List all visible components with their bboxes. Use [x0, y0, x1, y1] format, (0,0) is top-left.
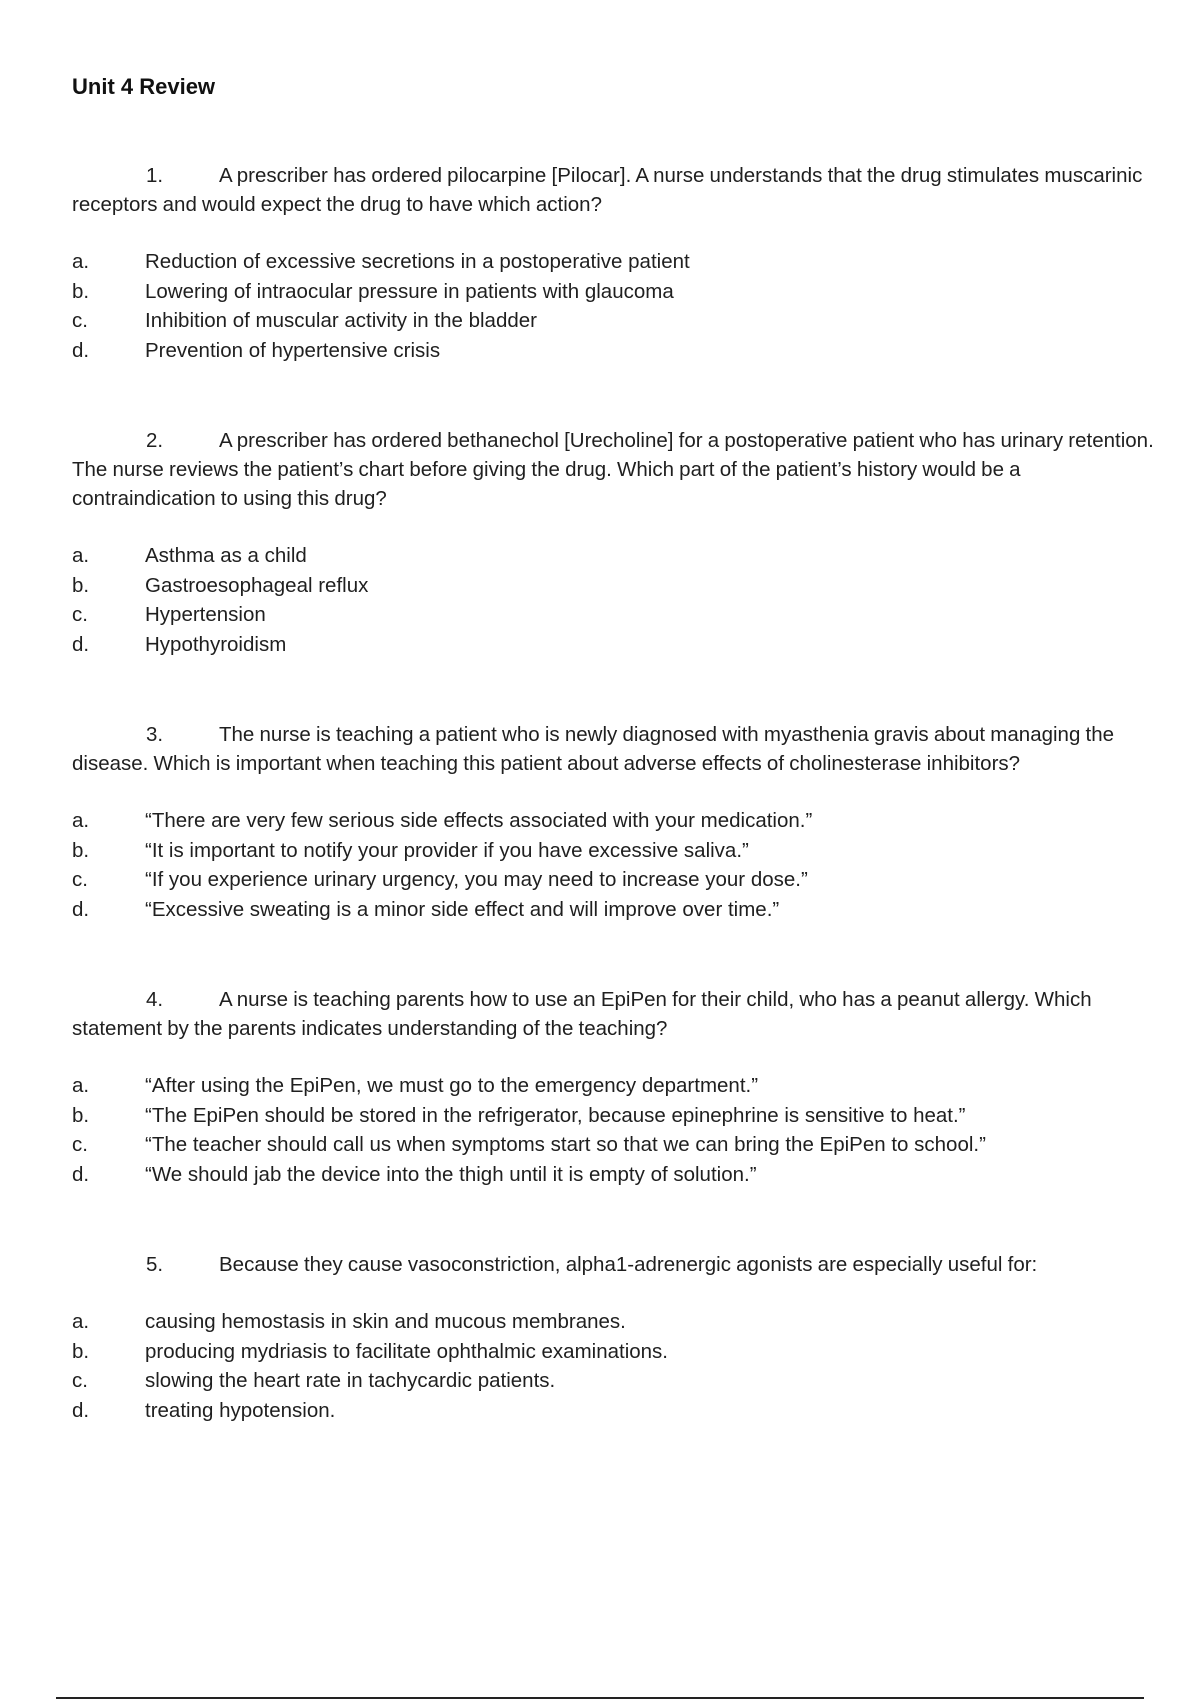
- option-letter: a.: [72, 250, 90, 273]
- option-letter: c.: [72, 868, 88, 891]
- question-number: 5.: [146, 1253, 164, 1276]
- option-letter: b.: [72, 573, 90, 597]
- answer-option-c[interactable]: [72, 1130, 1162, 1160]
- option-letter: b.: [72, 838, 90, 862]
- question-stem: [72, 720, 1162, 778]
- answer-option-b[interactable]: [72, 1337, 1162, 1367]
- option-letter: c.: [72, 309, 88, 332]
- option-letter: c.: [72, 1369, 88, 1392]
- option-text: “We should jab the device into the thigh until it is empty of solution.”: [145, 1162, 757, 1186]
- option-letter: c.: [72, 1133, 88, 1156]
- answer-option-a[interactable]: [72, 541, 1162, 571]
- question-text: Because they cause vasoconstriction, alpha1-adrenergic agonists are especially useful for:: [219, 1253, 1038, 1276]
- answer-option-c[interactable]: [72, 306, 1162, 336]
- option-text: “After using the EpiPen, we must go to the emergency department.”: [145, 1074, 759, 1097]
- question-text: A prescriber has ordered bethanechol [Urecholine] for a postoperative patient who has urinary retention. The nurse reviews the patient’s chart before giving the drug. Which part of the patient’s history would be a contraindication to using this drug?: [72, 429, 1154, 510]
- option-letter: d.: [72, 1162, 90, 1186]
- answer-option-d[interactable]: [72, 336, 1162, 366]
- answer-option-a[interactable]: [72, 1307, 1162, 1337]
- answer-option-c[interactable]: [72, 600, 1162, 630]
- option-text: Lowering of intraocular pressure in patients with glaucoma: [145, 279, 674, 303]
- option-letter: a.: [72, 809, 90, 832]
- option-text: Asthma as a child: [145, 544, 307, 567]
- answer-option-d[interactable]: [72, 895, 1162, 925]
- option-text: Prevention of hypertensive crisis: [145, 338, 441, 362]
- option-letter: d.: [72, 632, 90, 656]
- option-text: “If you experience urinary urgency, you may need to increase your dose.”: [145, 868, 808, 891]
- option-letter: d.: [72, 338, 90, 362]
- answer-option-b[interactable]: [72, 277, 1162, 307]
- question-4: [72, 985, 1162, 1189]
- question-1: [72, 161, 1162, 365]
- answer-option-a[interactable]: [72, 1071, 1162, 1101]
- option-text: producing mydriasis to facilitate ophthalmic examinations.: [145, 1339, 669, 1363]
- option-text: “Excessive sweating is a minor side effect and will improve over time.”: [145, 897, 780, 921]
- document-title: Unit 4 Review: [72, 74, 216, 99]
- option-letter: b.: [72, 1103, 90, 1127]
- question-5: [72, 1250, 1162, 1425]
- question-number: 1.: [146, 164, 164, 187]
- answer-option-d[interactable]: [72, 630, 1162, 660]
- question-text: A nurse is teaching parents how to use an EpiPen for their child, who has a peanut allergy. Which statement by the parents indicates understanding of the teaching?: [72, 988, 1092, 1040]
- answer-option-b[interactable]: [72, 571, 1162, 601]
- answer-option-d[interactable]: [72, 1160, 1162, 1190]
- answer-option-c[interactable]: [72, 1366, 1162, 1396]
- option-text: slowing the heart rate in tachycardic patients.: [145, 1369, 556, 1392]
- option-text: causing hemostasis in skin and mucous membranes.: [145, 1310, 626, 1333]
- answer-option-b[interactable]: [72, 836, 1162, 866]
- option-letter: c.: [72, 603, 88, 626]
- option-letter: d.: [72, 897, 90, 921]
- answer-option-a[interactable]: [72, 247, 1162, 277]
- answer-options: [72, 806, 1162, 924]
- option-letter: a.: [72, 1074, 90, 1097]
- question-stem: [72, 161, 1162, 219]
- option-letter: b.: [72, 279, 90, 303]
- option-text: Hypertension: [145, 603, 266, 626]
- answer-options: [72, 541, 1162, 659]
- option-text: “It is important to notify your provider if you have excessive saliva.”: [145, 838, 749, 862]
- option-letter: d.: [72, 1398, 90, 1422]
- footer-divider: [56, 1697, 1144, 1699]
- option-text: “There are very few serious side effects associated with your medication.”: [145, 809, 813, 832]
- question-3: [72, 720, 1162, 924]
- option-text: Reduction of excessive secretions in a postoperative patient: [145, 250, 690, 273]
- question-number: 2.: [146, 429, 164, 452]
- question-number: 4.: [146, 988, 164, 1011]
- answer-options: [72, 1307, 1162, 1425]
- option-text: treating hypotension.: [145, 1398, 336, 1422]
- answer-option-c[interactable]: [72, 865, 1162, 895]
- option-text: “The EpiPen should be stored in the refrigerator, because epinephrine is sensitive to heat.”: [145, 1103, 966, 1127]
- option-letter: a.: [72, 1310, 90, 1333]
- answer-option-b[interactable]: [72, 1101, 1162, 1131]
- option-text: Gastroesophageal reflux: [145, 573, 369, 597]
- option-letter: a.: [72, 544, 90, 567]
- answer-option-a[interactable]: [72, 806, 1162, 836]
- answer-options: [72, 1071, 1162, 1189]
- answer-options: [72, 247, 1162, 365]
- question-stem: [72, 985, 1162, 1043]
- question-text: The nurse is teaching a patient who is newly diagnosed with myasthenia gravis about managing the disease. Which is important when teaching this patient about adverse effects of cholinesterase inhibitors?: [72, 723, 1115, 775]
- question-number: 3.: [146, 723, 164, 746]
- question-stem: [72, 1250, 1162, 1279]
- option-text: Inhibition of muscular activity in the bladder: [145, 309, 537, 332]
- question-2: [72, 426, 1162, 659]
- question-stem: [72, 426, 1162, 513]
- question-text: A prescriber has ordered pilocarpine [Pilocar]. A nurse understands that the drug stimulates muscarinic receptors and would expect the drug to have which action?: [72, 164, 1143, 216]
- option-text: Hypothyroidism: [145, 632, 287, 656]
- answer-option-d[interactable]: [72, 1396, 1162, 1426]
- option-letter: b.: [72, 1339, 90, 1363]
- option-text: “The teacher should call us when symptoms start so that we can bring the EpiPen to school.”: [145, 1133, 986, 1156]
